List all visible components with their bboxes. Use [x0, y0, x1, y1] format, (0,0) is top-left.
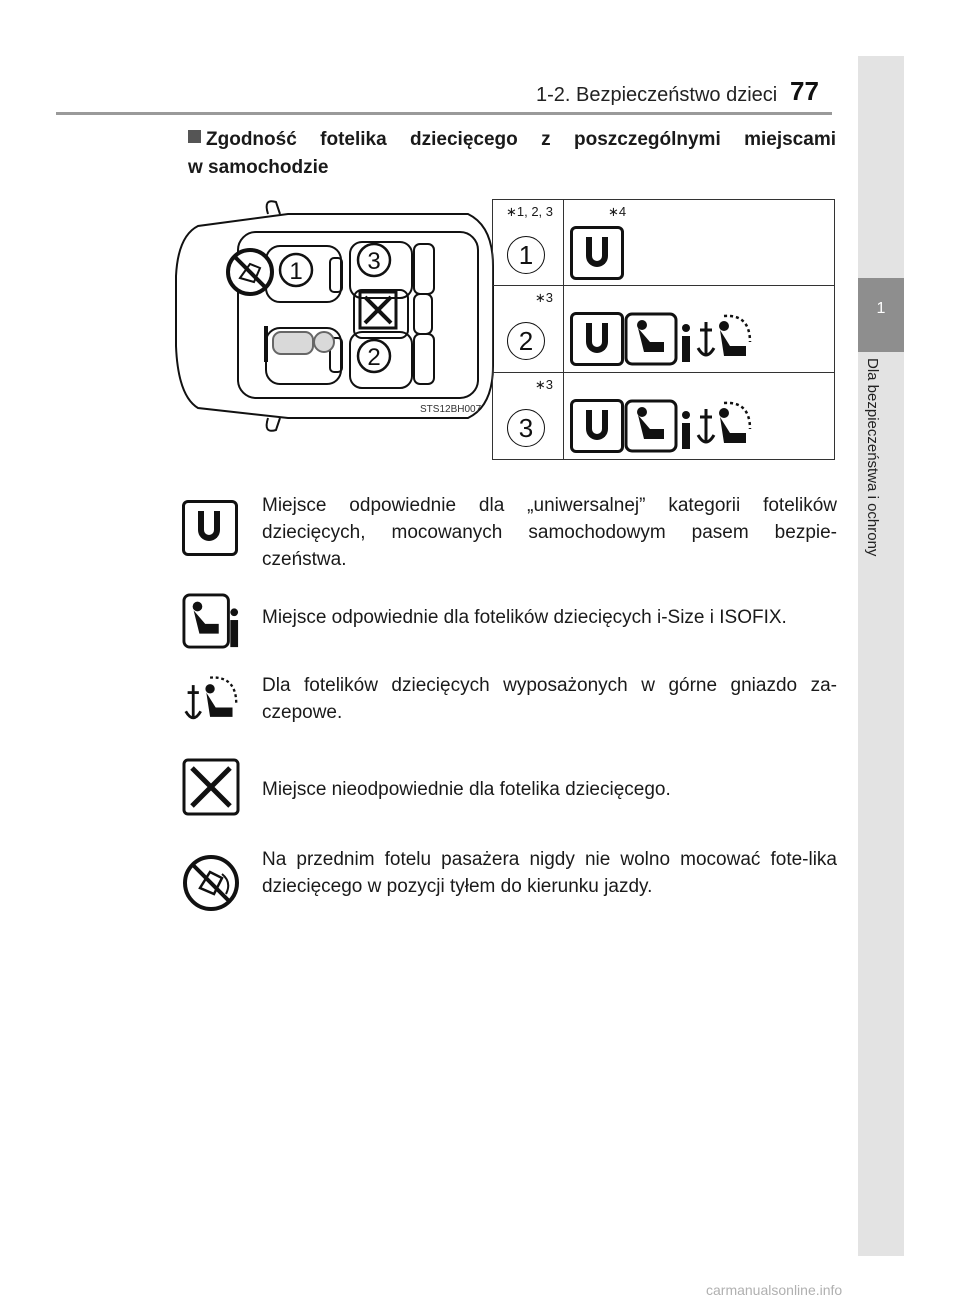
seat-icon-group [570, 226, 624, 280]
header-section-title: 1-2. Bezpieczeństwo dzieci [536, 84, 778, 106]
seat-icon-group [570, 312, 756, 366]
legend-item [182, 492, 842, 574]
page-number: 77 [790, 76, 819, 106]
right-mirror [267, 418, 280, 431]
seat-icon-group [570, 399, 756, 453]
isize-isofix-icon [182, 592, 240, 650]
legend-item [182, 672, 842, 734]
top-tether-icon [694, 399, 756, 453]
left-mirror [267, 201, 280, 214]
seat-note: ∗3 [534, 290, 553, 305]
seat-label-2: 2 [367, 344, 381, 371]
seat-note-secondary: ∗4 [608, 204, 627, 219]
section-bullet [188, 130, 201, 143]
not-suitable-icon [182, 758, 240, 816]
chapter-side-strip [858, 56, 904, 1256]
car-seat-illustration [168, 196, 498, 436]
legend-text: Miejsce nieodpowiednie dla fotelika dziecięcego. [262, 779, 671, 800]
header-divider [56, 112, 832, 115]
legend-item [182, 758, 842, 820]
seat-number: 2 [507, 322, 545, 360]
legend-text: Dla fotelików dziecięcych wyposażonych w górne gniazdo za-czepowe. [262, 675, 837, 723]
seat-number: 3 [507, 409, 545, 447]
section-title-line2: w samochodzie [188, 157, 329, 178]
car-body-outline [176, 214, 493, 418]
no-rear-facing-icon [182, 854, 240, 912]
seat-cell [493, 200, 564, 286]
seat-cell [493, 286, 564, 373]
top-tether-icon [694, 312, 756, 366]
table-row [493, 286, 835, 373]
seat-icons-cell [564, 200, 835, 286]
legend-item [182, 592, 842, 652]
legend-text: Miejsce odpowiednie dla „uniwersalnej” kategorii fotelików dziecięcych, mocowanych samochodowym pasem bezpie-czeństwa. [262, 495, 837, 570]
seat-label-1: 1 [289, 258, 303, 285]
legend-text: Na przednim fotelu pasażera nigdy nie wolno mocować fote-lika dziecięcego w pozycji tyłem do kierunku jazdy. [262, 849, 837, 897]
seat-cell [493, 373, 564, 460]
seat-note: ∗1, 2, 3 [505, 204, 553, 219]
legend-text: Miejsce odpowiednie dla fotelików dziecięcych i-Size i ISOFIX. [262, 607, 787, 628]
seat-label-3: 3 [367, 248, 381, 275]
isize-isofix-icon [624, 399, 694, 453]
universal-belt-icon [570, 399, 624, 453]
seat-icons-cell [564, 286, 835, 373]
top-tether-icon [182, 672, 240, 730]
table-row [493, 200, 835, 286]
seat-compatibility-table [492, 199, 835, 460]
illustration-code: STS12BH007 [420, 404, 482, 415]
car-top-view-drawing [168, 196, 498, 436]
seat-icons-cell [564, 373, 835, 460]
universal-belt-icon [570, 226, 624, 280]
footer-watermark: carmanualsonline.info [706, 1282, 843, 1298]
legend-item [182, 846, 842, 916]
table-row [493, 373, 835, 460]
universal-belt-icon [182, 500, 240, 558]
chapter-tab-number: 1 [876, 300, 886, 317]
chapter-side-title-text: Dla bezpieczeństwa i ochrony [864, 358, 881, 557]
seat-number: 1 [507, 236, 545, 274]
isize-isofix-icon [624, 312, 694, 366]
section-title-line1: Zgodność fotelika dziecięcego z poszczególnymi miejscami [206, 129, 836, 150]
seat-note: ∗3 [534, 377, 553, 392]
universal-belt-icon [570, 312, 624, 366]
